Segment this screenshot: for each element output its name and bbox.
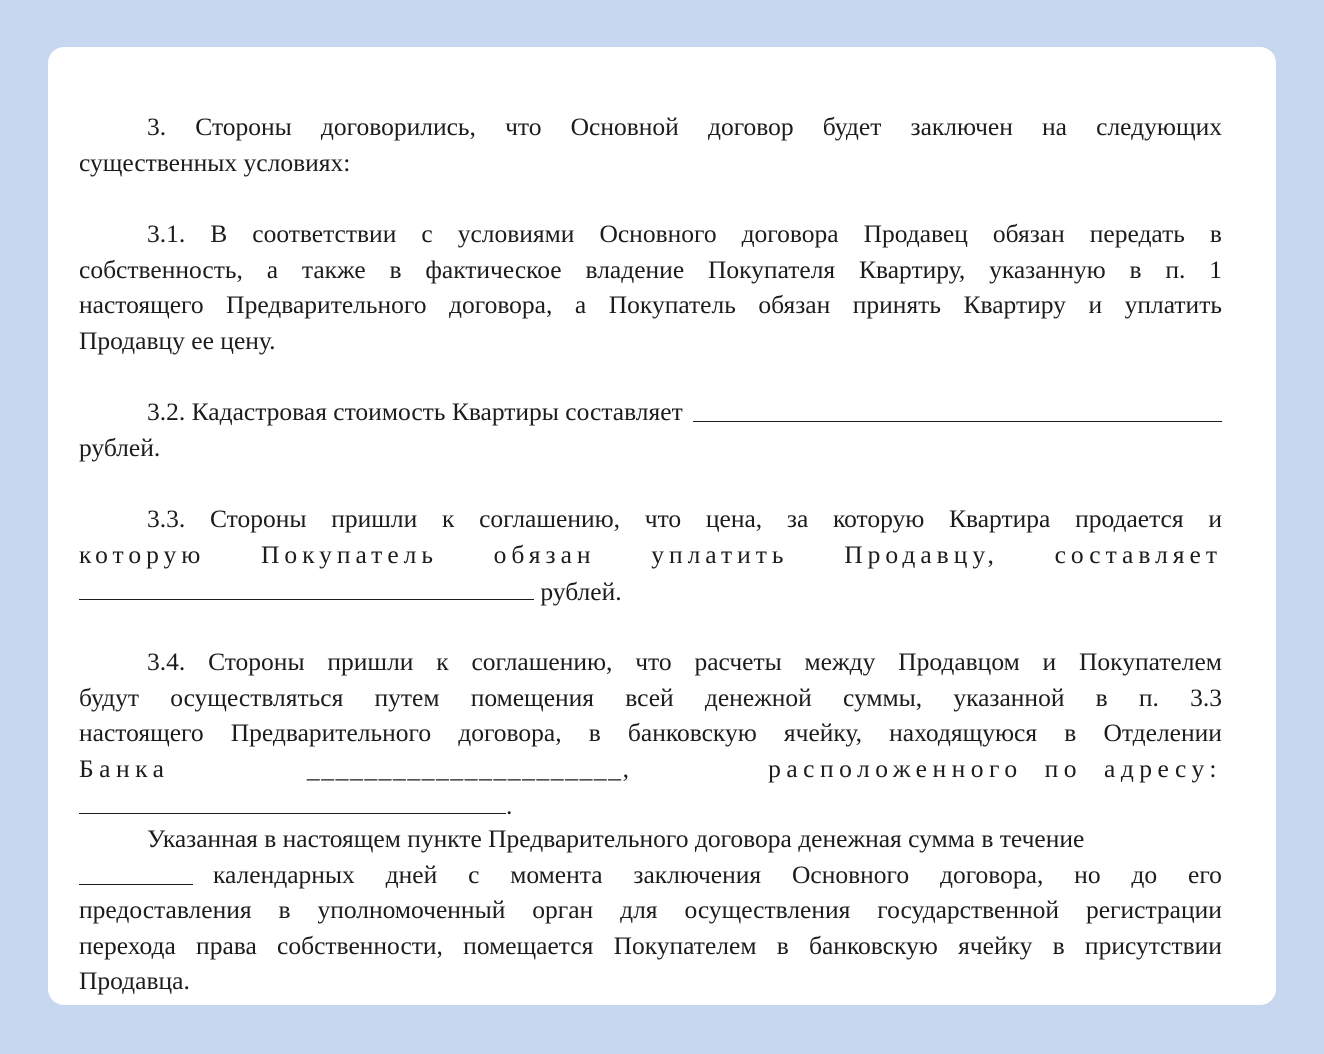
word: государственной [877, 895, 1060, 924]
word: суммы, [842, 682, 923, 712]
word: банковскую [627, 718, 757, 747]
clause-amount-line-1: Указанная в настоящем пункте Предварительного договора денежная сумма в течение [147, 824, 1085, 853]
word: заключен [910, 112, 1013, 141]
word: Основной [570, 112, 679, 141]
clause-3-4-line-5 [79, 786, 1222, 822]
word: собственности, [277, 930, 443, 960]
bank-label: Банка [79, 753, 170, 783]
word: 3. [147, 112, 167, 141]
word: Стороны [209, 504, 307, 533]
word: Стороны [195, 112, 292, 141]
word: также [301, 254, 366, 284]
word: календарных [213, 859, 355, 889]
word: ячейку [958, 930, 1033, 960]
word: осуществления [684, 895, 851, 924]
word: собственность, [79, 254, 243, 284]
word: обязан [758, 290, 831, 319]
word: Стороны [208, 647, 305, 676]
clause-3-line-2: существенных условиях: [79, 147, 351, 177]
word: соответствии [252, 219, 397, 248]
word: уплатить [1124, 290, 1222, 319]
word: п. [1165, 254, 1186, 284]
clause-amount-line-3 [79, 892, 1222, 928]
clause-3-line-1 [79, 109, 1222, 145]
clause-3-4-line-2 [79, 680, 1222, 716]
word: договор [707, 112, 794, 141]
clause-amount-line-2 [79, 857, 1222, 893]
word: уполномоченный [317, 895, 506, 924]
word: в [1129, 254, 1142, 284]
clause-3-4-line-3 [79, 715, 1222, 751]
price-blank [79, 572, 534, 600]
word: но [1074, 859, 1101, 889]
word: Покупателя [707, 254, 836, 284]
word: путем [374, 682, 440, 712]
days-blank [79, 857, 193, 885]
word: перехода [79, 930, 176, 960]
word: Отделении [1103, 718, 1222, 747]
word: пришли [331, 504, 418, 533]
word: момента [510, 859, 603, 889]
word: помещения [470, 682, 595, 712]
clause-3-3-line-2 [79, 537, 1222, 573]
word: В [210, 219, 228, 248]
word: предоставления [79, 895, 252, 924]
word: денежной [704, 682, 812, 712]
clause-amount [79, 821, 1222, 999]
address-blank [79, 786, 506, 814]
word: а [574, 290, 587, 319]
word: на [1042, 112, 1067, 141]
word: в [278, 895, 291, 924]
word: составляет [1054, 539, 1222, 569]
word: соглашению, [471, 647, 613, 676]
word: соглашению, [479, 504, 621, 533]
word: указанную [989, 254, 1106, 284]
word: пришли [327, 647, 414, 676]
clause-3-1-line-3 [79, 287, 1222, 323]
word: что [644, 504, 682, 533]
word: и [1088, 290, 1103, 319]
clause-3-1-line-2 [79, 252, 1222, 288]
word: договора, [939, 859, 1044, 889]
word: настоящего [79, 718, 204, 747]
word: банковскую [809, 930, 938, 960]
word: Покупатель [260, 539, 439, 569]
clause-3-4-line-1 [79, 644, 1222, 680]
word: Квартиру [963, 290, 1066, 319]
word: 1 [1209, 254, 1222, 284]
word: будет [822, 112, 882, 141]
word: и [1208, 504, 1222, 533]
word: настоящего [79, 290, 204, 319]
word: договорились, [320, 112, 476, 141]
word: и [1042, 647, 1057, 676]
word: Предварительного [230, 718, 432, 747]
word: до [1131, 859, 1158, 889]
word: за [786, 504, 809, 533]
word: что [505, 112, 542, 141]
word: с [421, 219, 433, 248]
clause-3-2-line-1 [79, 394, 1222, 430]
word: которую [79, 539, 206, 569]
clause-3-2 [79, 394, 1222, 465]
word: Продавцу, [844, 539, 999, 569]
word: в [1095, 682, 1108, 712]
word: 3.1. [147, 219, 186, 248]
price-currency: рублей. [540, 577, 622, 606]
word: 3.3. [147, 504, 186, 533]
word: помещается [463, 930, 594, 960]
word: присутствии [1084, 930, 1222, 960]
word: заключения [633, 859, 762, 889]
word: фактическое [425, 254, 562, 284]
word: Продавцом [898, 647, 1020, 676]
word: следующих [1096, 112, 1222, 141]
word: а [266, 254, 279, 284]
word: к [436, 647, 449, 676]
word: ячейку, [783, 718, 863, 747]
word: адресу: [1104, 753, 1222, 783]
clause-amount-line-2-text [213, 857, 1222, 893]
word: находящуюся [889, 718, 1038, 747]
address-label [768, 751, 1222, 787]
word: обязан [493, 539, 596, 569]
word: всей [625, 682, 674, 712]
word: орган [532, 895, 594, 924]
clause-3-1-line-4: Продавцу ее цену. [79, 325, 276, 355]
word: уплатить [651, 539, 789, 569]
word: в [1052, 930, 1065, 960]
word: осуществляться [170, 682, 344, 712]
word: регистрации [1085, 895, 1222, 924]
word: 3.3 [1190, 682, 1222, 712]
word: его [1188, 859, 1222, 889]
word: которую [833, 504, 925, 533]
word: в [1209, 219, 1222, 248]
word: договора, [449, 290, 553, 319]
word: Покупатель [608, 290, 736, 319]
word: Квартиру, [859, 254, 966, 284]
address-period: . [506, 791, 513, 820]
clause-3-3-line-1 [79, 501, 1222, 537]
word: дней [385, 859, 438, 889]
clause-amount-line-4 [79, 928, 1222, 964]
cadastral-value-blank [693, 394, 1222, 422]
word: продается [1075, 504, 1184, 533]
word: указанной [953, 682, 1065, 712]
word: для [620, 895, 658, 924]
word: в [776, 930, 789, 960]
word: договора, [458, 718, 562, 747]
word: 3.4. [147, 647, 186, 676]
word: что [635, 647, 672, 676]
word: принять [852, 290, 941, 319]
clause-3-1-line-1 [79, 216, 1222, 252]
word: по [1044, 753, 1083, 783]
bank-name-blank: ______________________, [306, 753, 631, 783]
word: Продавец [863, 219, 968, 248]
word: владение [585, 254, 685, 284]
word: к [441, 504, 455, 533]
clause-3-3 [79, 501, 1222, 608]
word: п. [1138, 682, 1159, 712]
word: обязан [992, 219, 1065, 248]
word: с [468, 859, 480, 889]
clause-3-4-line-4 [79, 751, 1222, 787]
word: между [804, 647, 876, 676]
word: в [588, 718, 601, 747]
clause-3-2-line-2: рублей. [79, 432, 161, 462]
word: расчеты [694, 647, 782, 676]
word: передать [1089, 219, 1185, 248]
clause-3-3-line-3 [79, 572, 1222, 608]
word: Квартира [949, 504, 1051, 533]
word: расположенного [768, 753, 1023, 783]
word: цена, [705, 504, 763, 533]
word: в [1064, 718, 1077, 747]
word: Предварительного [226, 290, 427, 319]
clause-3-1 [79, 216, 1222, 358]
clause-3 [79, 109, 1222, 180]
word: условиями [457, 219, 575, 248]
word: в [389, 254, 402, 284]
word: будут [79, 682, 140, 712]
word: права [196, 930, 257, 960]
clause-amount-line-5: Продавца. [79, 966, 190, 995]
clause-3-4 [79, 644, 1222, 822]
word: договора [741, 219, 839, 248]
word: Основного [599, 219, 717, 248]
word: Основного [791, 859, 910, 889]
cadastral-value-label: 3.2. Кадастровая стоимость Квартиры составляет [147, 397, 683, 426]
word: Покупателем [1079, 647, 1222, 676]
document-card [48, 47, 1276, 1005]
word: Покупателем [613, 930, 757, 960]
